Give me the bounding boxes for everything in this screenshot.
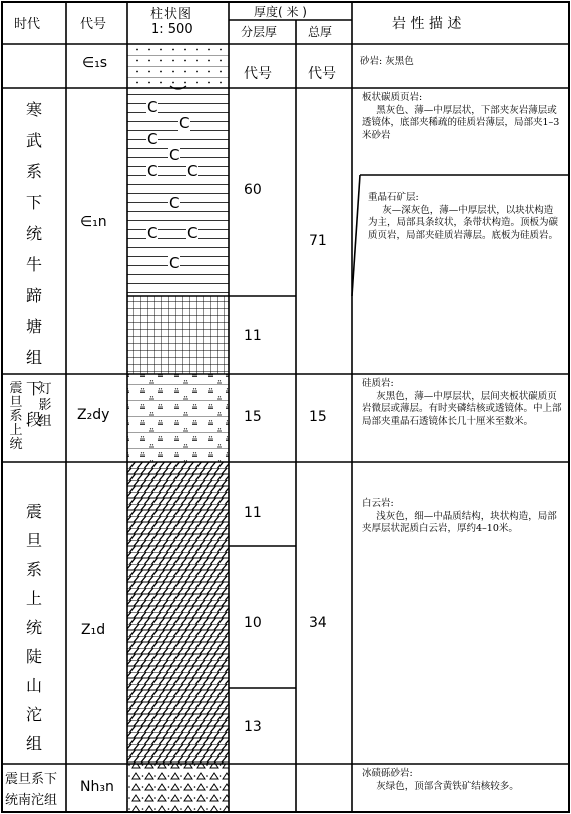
carbon-shale-symbol: C	[169, 254, 180, 272]
desc-dolomite-body: 浅灰色，细—中晶质结构，块状构造，局部夹厚层状泥质白云岩，厚约4–10米。	[362, 510, 557, 534]
code-nh3n: Nh₃n	[80, 779, 114, 795]
desc-carbon-shale-body: 黑灰色、薄—中厚层状，下部夹灰岩薄层或透镜体，底部夹稀疏的硅质岩薄层，局部夹1–3米砂岩	[362, 104, 560, 141]
carbon-shale-symbol: C	[147, 224, 158, 242]
desc-carbon-shale	[362, 92, 562, 142]
layer-thickness-barite: 11	[244, 328, 262, 344]
layer-thickness-shale: 60	[244, 182, 262, 198]
code-e1s: ∈₁s	[82, 55, 108, 71]
header-column-title: 柱状图	[150, 7, 193, 22]
header-total-thickness: 总厚	[308, 25, 333, 39]
desc-tillite-body: 灰绿色，顶部含黄铁矿结核较多。	[376, 780, 519, 792]
layer-thickness-dolo-3: 13	[244, 719, 262, 735]
litho-sandstone	[127, 44, 229, 88]
carbon-shale-symbol: C	[169, 146, 180, 164]
total-thickness-dengying: 15	[309, 409, 327, 425]
era-dengying-right: 灯影组	[38, 382, 52, 429]
desc-carbon-shale-lead: 板状碳质页岩:	[362, 92, 423, 103]
era-nantuo-line2: 统南沱组	[5, 793, 58, 808]
total-thickness-e1s: 代号	[308, 66, 336, 82]
desc-chert	[362, 378, 562, 428]
carbon-shale-symbol: C	[147, 162, 158, 180]
desc-barite	[368, 192, 560, 242]
litho-chert	[127, 374, 229, 462]
carbon-shale-symbol: C	[187, 224, 198, 242]
code-z1d: Z₁d	[81, 622, 106, 638]
litho-barite	[127, 296, 229, 374]
desc-sandstone	[360, 56, 560, 69]
desc-tillite	[362, 768, 562, 793]
layer-thickness-dengying: 15	[244, 409, 262, 425]
header-layer-thickness: 分层厚	[241, 25, 278, 39]
era-dengying-left: 震旦系上统	[9, 381, 23, 452]
header-era: 时代	[14, 17, 41, 32]
carbon-shale-symbol: C	[179, 114, 190, 132]
header-scale: 1: 500	[151, 22, 193, 37]
desc-sandstone-lead: 砂岩: 灰黑色	[360, 56, 414, 67]
desc-barite-lead: 重晶石矿层:	[368, 192, 419, 203]
total-thickness-niutitang: 71	[309, 233, 327, 249]
header-thickness: 厚度( 米 )	[254, 5, 307, 19]
desc-tillite-lead: 冰碛砾砂岩:	[362, 768, 413, 779]
litho-dolomite	[127, 462, 229, 764]
desc-chert-body: 灰黑色，薄—中厚层状，层间夹板状碳质页岩微层或薄层。有时夹磷结核或透镜体。中上部局部夹重晶石透镜体长几十厘米至数米。	[362, 390, 562, 427]
desc-barite-body: 灰—深灰色，薄—中厚层状，以块状构造为主，局部具条纹状，条带状构造。顶板为碳质页岩，局部夹硅质岩薄层。底板为硅质岩。	[368, 204, 559, 241]
header-description: 岩 性 描 述	[392, 16, 462, 32]
code-z2dy: Z₂dy	[77, 407, 110, 423]
carbon-shale-symbol: C	[169, 194, 180, 212]
litho-tillite	[127, 764, 229, 811]
era-nantuo-line1: 震旦系下	[5, 772, 58, 787]
header-code: 代号	[80, 17, 107, 32]
desc-dolomite	[362, 498, 562, 536]
carbon-shale-symbol: C	[147, 98, 158, 116]
layer-thickness-dolo-1: 11	[244, 505, 262, 521]
layer-thickness-e1s: 代号	[244, 66, 272, 82]
era-doushantuo: 震旦系上统陡山沱组	[25, 502, 42, 753]
desc-dolomite-lead: 白云岩:	[362, 498, 394, 509]
desc-chert-lead: 硅质岩:	[362, 378, 394, 389]
total-thickness-doushantuo: 34	[309, 615, 327, 631]
layer-thickness-dolo-2: 10	[244, 615, 262, 631]
carbon-shale-symbol: C	[147, 130, 158, 148]
carbon-shale-symbol: C	[187, 162, 198, 180]
code-e1n: ∈₁n	[80, 214, 107, 230]
era-niutitang: 寒武系下统牛蹄塘组下段	[25, 100, 42, 429]
